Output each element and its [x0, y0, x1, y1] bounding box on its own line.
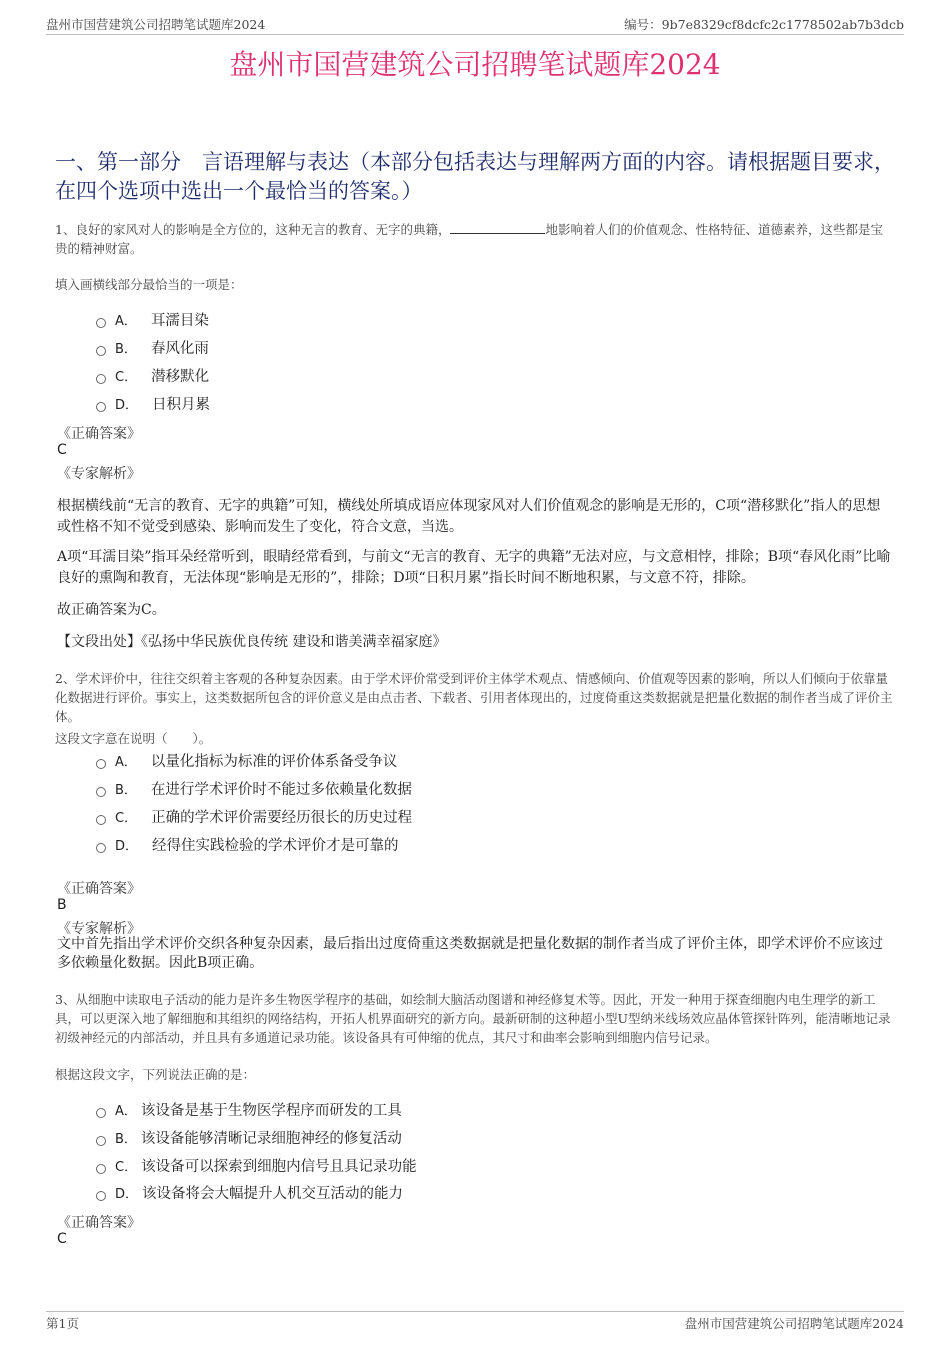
q2-option-a[interactable]: [96, 750, 397, 771]
section-heading: 一、第一部分 言语理解与表达（本部分包括表达与理解两方面的内容。请根据题目要求，在四个选项中选出一个最恰当的答案。）: [55, 150, 895, 203]
q1-option-b[interactable]: [96, 337, 209, 358]
page-title: 盘州市国营建筑公司招聘笔试题库2024: [229, 48, 721, 81]
q1-option-a[interactable]: [96, 309, 209, 330]
option-letter: C．: [115, 811, 138, 826]
radio-icon[interactable]: [96, 318, 106, 328]
q1-text-b: 地影响着人们的价值观念、性格特征、道德素养，这些都是宝贵的精神财富。: [55, 222, 883, 256]
footer-divider: [46, 1311, 904, 1312]
q1-answer-label: 《正确答案》: [57, 426, 141, 442]
header-divider: [46, 34, 904, 35]
option-text: 该设备可以探索到细胞内信号且具记录功能: [141, 1159, 417, 1175]
q3-prompt: 根据这段文字，下列说法正确的是：: [55, 1067, 256, 1082]
q2-answer-label: 《正确答案》: [57, 881, 141, 897]
option-letter: D．: [115, 839, 139, 854]
option-text: 潜移默化: [151, 369, 210, 385]
option-text: 该设备是基于生物医学程序而研发的工具: [140, 1103, 402, 1119]
q2-text: 2、学术评价中，往往交织着主客观的各种复杂因素。由于学术评价常受到评价主体学术观点、情感倾向、价值观等因素的影响，所以人们倾向于依靠量化数据进行评价。事实上，这类数据所包含的评价意义是由点击者、下载者、引用者体现出的，过度倚重这类数据就是把量化数据的制作者当成了评价主体。: [55, 671, 893, 724]
q1-analysis-p2: A项“耳濡目染”指耳朵经常听到，眼睛经常看到，与前文“无言的教育、无字的典籍”无法对应，与文意相悖，排除；B项“春风化雨”比喻良好的熏陶和教育，无法体现“影响是无形的”，排除；D项“日积月累”指长时间不断地积累，与文意不符，排除。: [57, 549, 891, 586]
radio-icon[interactable]: [96, 1136, 106, 1146]
radio-icon[interactable]: [96, 374, 106, 384]
q3-text: 3、从细胞中读取电子活动的能力是许多生物医学程序的基础，如绘制大脑活动图谱和神经修复术等。因此，开发一种用于探查细胞内电生理学的新工具，可以更深入地了解细胞和其组织的网络结构，开拓人机界面研究的新方向。最新研制的这种超小型U型纳米线场效应晶体管探针阵列，能清晰地记录初级神经元的内部活动，并且具有多通道记录功能。该设备具有可伸缩的优点，其尺寸和曲率会影响到细胞内信号记录。: [55, 992, 891, 1045]
option-letter: C．: [115, 370, 138, 385]
q3-option-b[interactable]: [96, 1127, 402, 1148]
radio-icon[interactable]: [96, 1164, 106, 1174]
q2-prompt: 这段文字意在说明（ ）。: [55, 731, 212, 746]
q3-option-a[interactable]: [96, 1099, 402, 1120]
option-letter: B．: [115, 342, 137, 357]
q2-analysis-label: 《专家解析》: [57, 921, 141, 937]
option-text: 该设备能够清晰记录细胞神经的修复活动: [140, 1131, 402, 1147]
option-text: 经得住实践检验的学术评价才是可靠的: [152, 838, 399, 854]
q1-option-d[interactable]: [96, 393, 210, 414]
option-letter: C．: [115, 1160, 138, 1175]
radio-icon[interactable]: [96, 759, 106, 769]
q1-analysis-label: 《专家解析》: [57, 466, 141, 482]
option-text: 该设备将会大幅提升人机交互活动的能力: [142, 1186, 404, 1202]
option-letter: B．: [115, 1132, 137, 1147]
radio-icon[interactable]: [96, 346, 106, 356]
q2-analysis: 文中首先指出学术评价交织各种复杂因素，最后指出过度倚重这类数据就是把量化数据的制作者当成了评价主体，即学术评价不应该过多依赖量化数据。因此B项正确。: [57, 936, 883, 971]
option-letter: D．: [115, 1187, 139, 1202]
q2-option-d[interactable]: [96, 834, 399, 855]
q2-option-b[interactable]: [96, 778, 412, 799]
option-letter: B．: [115, 783, 137, 798]
q1-analysis-p3: 故正确答案为C。: [57, 602, 166, 618]
option-letter: A．: [115, 755, 137, 770]
q2-answer: B: [57, 897, 67, 913]
header-doc-title: 盘州市国营建筑公司招聘笔试题库2024: [46, 17, 266, 32]
option-letter: A．: [115, 1104, 137, 1119]
option-text: 耳濡目染: [150, 313, 209, 329]
radio-icon[interactable]: [96, 1191, 106, 1201]
q1-analysis-p1: 根据横线前“无言的教育、无字的典籍”可知，横线处所填成语应体现家风对人们价值观念的影响是无形的，C项“潜移默化”指人的思想或性格不知不觉受到感染、影响而发生了变化，符合文意，当选。: [57, 498, 881, 535]
radio-icon[interactable]: [96, 815, 106, 825]
q1-option-c[interactable]: [96, 365, 209, 386]
option-letter: A．: [115, 314, 137, 329]
q3-option-d[interactable]: [96, 1182, 403, 1203]
page-number: 第1页: [46, 1316, 79, 1331]
q1-prompt: 填入画横线部分最恰当的一项是：: [55, 277, 243, 292]
option-text: 在进行学术评价时不能过多依赖量化数据: [150, 782, 412, 798]
radio-icon[interactable]: [96, 843, 106, 853]
q1-answer: C: [57, 442, 67, 458]
option-text: 正确的学术评价需要经历很长的历史过程: [151, 810, 413, 826]
option-text: 日积月累: [152, 397, 211, 413]
radio-icon[interactable]: [96, 1108, 106, 1118]
q3-answer: C: [57, 1231, 67, 1247]
radio-icon[interactable]: [96, 402, 106, 412]
q3-option-c[interactable]: [96, 1155, 417, 1176]
q3-answer-label: 《正确答案》: [57, 1215, 141, 1231]
q1-blank: [450, 221, 545, 234]
header-doc-id: 编号：9b7e8329cf8dcfc2c1778502ab7b3dcb: [624, 17, 904, 32]
option-letter: D．: [115, 398, 139, 413]
radio-icon[interactable]: [96, 787, 106, 797]
option-text: 以量化指标为标准的评价体系备受争议: [150, 754, 398, 770]
q2-option-c[interactable]: [96, 806, 412, 827]
option-text: 春风化雨: [150, 341, 209, 357]
q1-source: 【文段出处】《弘扬中华民族优良传统 建设和谐美满幸福家庭》: [57, 634, 447, 650]
footer-doc-title: 盘州市国营建筑公司招聘笔试题库2024: [684, 1316, 904, 1331]
q1-text: [55, 220, 890, 258]
q1-text-a: 1、良好的家风对人的影响是全方位的，这种无言的教育、无字的典籍，: [55, 222, 451, 237]
